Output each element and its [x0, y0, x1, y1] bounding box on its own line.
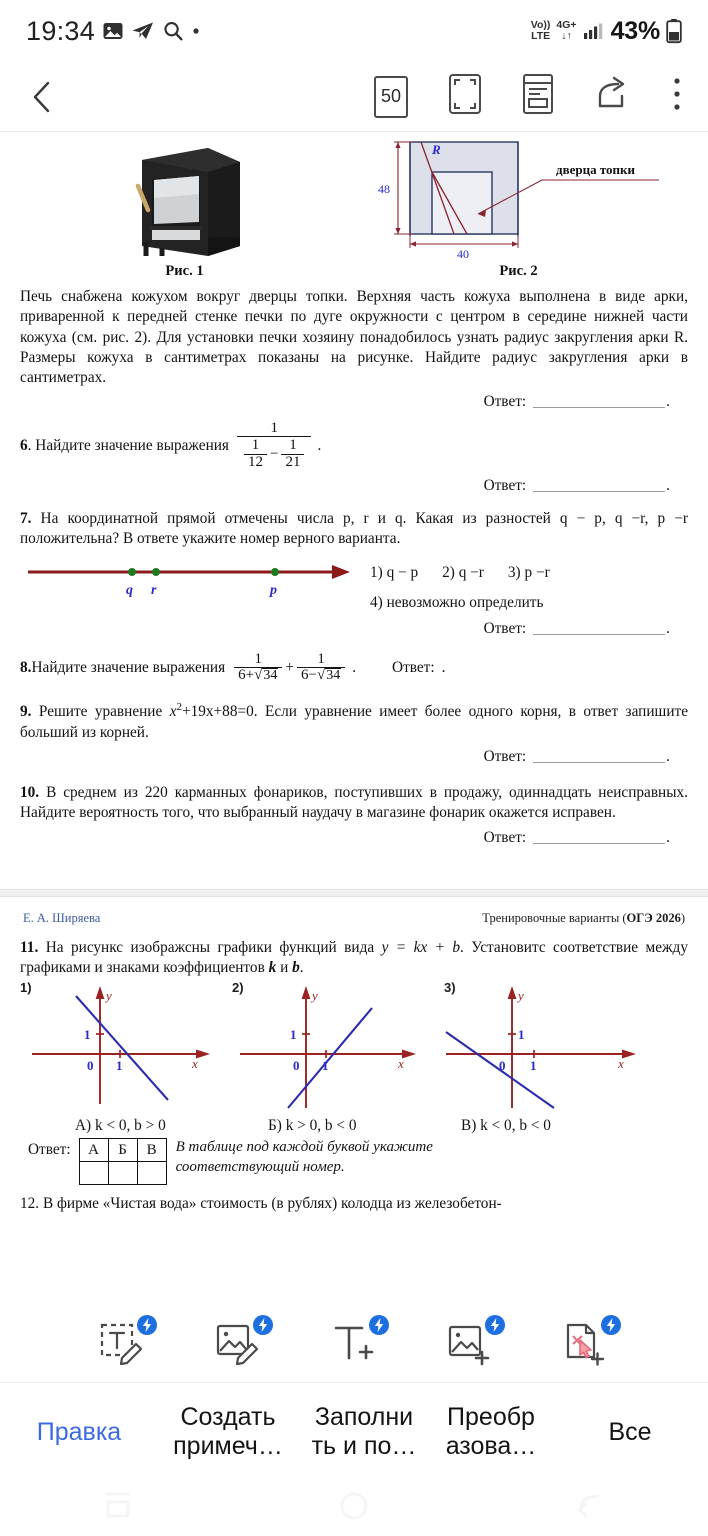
running-head-title — [482, 911, 685, 926]
ai-spark-badge — [484, 1314, 506, 1336]
task-11-text-a: На рисункс изображсны графики функций вида — [38, 938, 382, 956]
dot-icon — [191, 20, 201, 42]
data-transfer-arrows: ↓↑ — [561, 30, 572, 42]
answer-label: Ответ: — [483, 619, 527, 637]
radical-sign: √ — [254, 667, 263, 684]
task-11-text-b: . Установитс соответствие между графиками и знаками коэффициентов — [20, 938, 688, 976]
task-9-number: 9. — [20, 703, 32, 721]
task-6-period: . — [317, 436, 322, 454]
svg-text:x: x — [618, 1056, 624, 1072]
svg-text:1: 1 — [84, 1027, 91, 1043]
svg-text:0: 0 — [293, 1058, 300, 1074]
more-vertical-icon[interactable] — [672, 74, 682, 119]
radical-sign: √ — [316, 667, 326, 684]
figure-1 — [20, 138, 349, 280]
task-7-answer-line — [20, 620, 688, 638]
fill-line-1: Заполни — [314, 1403, 414, 1431]
task-9-text-b: . Если уравнение имеет более одного корня, в ответ запишите больший из корней. — [20, 703, 688, 741]
task-7-choice-3[interactable]: 3) p −r — [507, 563, 550, 581]
task-6-numerator: 1 — [270, 419, 278, 436]
status-clock: 19:34 — [26, 15, 96, 46]
f1-num: 1 — [254, 650, 262, 667]
running-head — [20, 897, 688, 926]
network-generation: 4G+ — [556, 19, 577, 32]
task-11-formula: y = kx + b — [381, 938, 460, 956]
ai-spark-badge — [252, 1314, 274, 1336]
abv-header-a: А — [79, 1139, 108, 1162]
stove-photo — [100, 138, 270, 260]
svg-text:p: p — [270, 582, 277, 598]
answer-period: . — [666, 392, 670, 410]
figures-row — [20, 132, 688, 280]
ai-tools-bar — [0, 1305, 708, 1383]
telegram-icon — [131, 20, 155, 42]
graph-1 — [20, 982, 232, 1115]
recents-icon[interactable] — [96, 1488, 140, 1529]
svg-text:y: y — [518, 988, 524, 1004]
abv-answer-v[interactable] — [137, 1162, 166, 1185]
den-b-den: 21 — [281, 454, 304, 471]
answer-blank[interactable] — [533, 620, 665, 635]
task-7-choice-2[interactable]: 2) q −r — [442, 563, 484, 581]
task-6-text: . Найдите значение выражения — [27, 436, 229, 454]
task-6 — [20, 421, 688, 471]
answer-label: Ответ: — [28, 1141, 71, 1159]
volte-bottom: LTE — [531, 30, 551, 42]
image-edit-icon[interactable] — [212, 1318, 264, 1370]
reader-view-icon[interactable] — [522, 73, 554, 120]
back-button[interactable] — [0, 80, 90, 114]
svg-text:1: 1 — [116, 1058, 123, 1074]
f2-num: 1 — [317, 650, 325, 667]
abv-answer-a[interactable] — [79, 1162, 108, 1185]
svg-text:x: x — [192, 1056, 198, 1072]
task-7-text — [20, 509, 688, 550]
task-7-choice-4[interactable]: 4) невозможно определить — [370, 593, 544, 611]
task-6-number: 6 — [20, 436, 28, 454]
den-a-den: 12 — [244, 454, 267, 471]
task-6-answer-line — [20, 477, 688, 495]
svg-text:дверца топки: дверца топки — [555, 162, 635, 177]
abv-answer-b[interactable] — [108, 1162, 137, 1185]
status-bar — [0, 0, 708, 62]
text-select-edit-icon[interactable] — [96, 1318, 148, 1370]
task-9-eq-base: x — [169, 703, 177, 721]
svg-text:R: R — [431, 142, 441, 157]
document-viewer[interactable] — [0, 132, 708, 1305]
number-line-figure — [20, 556, 370, 608]
running-head-plain: Тренировочные варианты ( — [482, 910, 627, 925]
task-9-text — [20, 700, 688, 743]
f2-den — [297, 667, 345, 684]
create-note-line-1: Создать — [180, 1403, 276, 1431]
svg-text:q: q — [126, 582, 133, 598]
graph-3 — [444, 982, 666, 1115]
task-11-note: В таблице под каждой буквой укажите соответствующий номер. — [175, 1139, 433, 1175]
task-10-answer-line — [20, 829, 688, 847]
ai-spark-badge — [368, 1314, 390, 1336]
running-head-bold: ОГЭ 2026 — [626, 910, 681, 925]
f1-den — [234, 667, 282, 684]
svg-text:0: 0 — [499, 1058, 506, 1074]
task-10-text — [20, 783, 688, 824]
add-image-icon[interactable] — [444, 1318, 496, 1370]
task-5-text: Печь снабжена кожухом вокруг дверцы топки. Верхняя часть кожуха выполнена в виде арки, приваренной к передней стенке печки по дуге окружности с центром в середине нижней части кожуха (см. рис. 2). Для установки печки хозяину понадобилось узнать радиус закругления арки R. Размеры кожуха в сантиметрах показаны на рисунке. Найдите радиус закругления арки в сантиметрах. — [20, 288, 688, 387]
task-9-text-a: Решите уравнение — [31, 703, 170, 721]
f1-den-prefix: 6+ — [238, 667, 255, 684]
abv-header-v: В — [137, 1139, 166, 1162]
add-text-icon[interactable] — [328, 1318, 380, 1370]
task-7-body: На координатной прямой отмечены числа p, r и q. Какая из разностей q − p, q −r, p −r положительна? В ответе укажите номер верного варианта. — [20, 509, 688, 548]
status-bar-right — [531, 17, 682, 46]
answer-label: Ответ: — [483, 392, 527, 410]
status-bar-left — [26, 16, 201, 47]
abv-header-b: Б — [108, 1139, 137, 1162]
task-11-answer-grid — [20, 1138, 688, 1185]
task-7-choices — [370, 556, 688, 612]
svg-text:1: 1 — [290, 1027, 297, 1043]
svg-text:y: y — [312, 988, 318, 1004]
task-6-fraction — [237, 421, 311, 471]
option-v[interactable]: В) k < 0, b < 0 — [461, 1117, 551, 1135]
convert-button[interactable] — [430, 1403, 552, 1461]
task-11-period: . — [299, 958, 304, 976]
svg-text:0: 0 — [87, 1058, 94, 1074]
create-note-button[interactable] — [158, 1403, 298, 1461]
search-icon — [162, 20, 184, 42]
convert-line-2: азова… — [445, 1432, 537, 1460]
radicand: 34 — [263, 668, 278, 684]
back-icon[interactable] — [568, 1488, 612, 1529]
answer-label: Ответ: — [483, 828, 527, 846]
task-11-graphs — [20, 982, 688, 1115]
task-8-period: . — [352, 658, 357, 676]
fit-screen-icon[interactable] — [448, 73, 482, 120]
answer-blank[interactable] — [533, 829, 665, 844]
task-8-answer-line — [392, 658, 445, 678]
document-page-51 — [0, 897, 708, 1214]
radicand: 34 — [326, 668, 341, 684]
task-9-eq-rest: +19x+88=0 — [181, 703, 254, 721]
task-11-number: 11. — [20, 938, 39, 956]
task-8-plus: + — [285, 658, 294, 676]
running-head-author: Е. А. Ширяева — [23, 910, 101, 925]
home-icon[interactable] — [332, 1488, 376, 1529]
arch-diagram — [374, 136, 664, 260]
volte-top: Vo)) — [530, 19, 551, 32]
task-11-coef-b: b — [292, 958, 300, 976]
task-8-fraction-2 — [297, 652, 345, 685]
table-row-headers — [79, 1139, 166, 1162]
share-icon[interactable] — [594, 74, 632, 119]
svg-text:x: x — [398, 1056, 404, 1072]
answer-period: . — [666, 747, 670, 765]
page-number-button[interactable]: 50 — [374, 76, 408, 118]
svg-text:r: r — [151, 582, 157, 598]
figure-2-caption: Рис. 2 — [499, 263, 538, 279]
answer-blank[interactable] — [533, 393, 665, 408]
task-11-text — [20, 938, 688, 979]
sqrt-34 — [254, 668, 278, 684]
answer-blank[interactable] — [533, 748, 665, 763]
den-b-num: 1 — [289, 437, 297, 454]
task-8-number: 8. — [20, 658, 32, 676]
battery-percent-label: 43% — [610, 16, 660, 45]
volte-indicator — [531, 20, 551, 41]
task-11-options — [20, 1117, 688, 1135]
task-11-coef-k: k — [268, 958, 277, 976]
task-12-partial-text: 12. В фирме «Чистая вода» стоимость (в рублях) колодца из железобетон- — [20, 1195, 502, 1213]
scan-document-icon[interactable] — [560, 1318, 612, 1370]
android-nav-bar — [0, 1480, 708, 1536]
den-a-num: 1 — [251, 437, 260, 454]
sqrt-34 — [317, 668, 341, 684]
answer-label: Ответ: — [483, 476, 527, 494]
graph-1-label: 1) — [20, 980, 32, 996]
task-6-minus: − — [269, 445, 279, 462]
running-head-close: ) — [680, 910, 685, 925]
app-toolbar — [0, 62, 708, 132]
toolbar-actions — [374, 73, 708, 120]
fill-and-sign-button[interactable] — [298, 1403, 430, 1461]
battery-icon — [666, 18, 682, 44]
create-note-line-2: примеч… — [173, 1432, 283, 1460]
answer-period: . — [666, 828, 670, 846]
figure-1-caption: Рис. 1 — [165, 263, 204, 279]
task-7-choice-1[interactable]: 1) q − p — [370, 563, 419, 581]
task-6-den-frac-a — [244, 438, 267, 471]
task-6-den-frac-b — [281, 438, 304, 471]
task-7-number: 7. — [20, 509, 32, 527]
signal-bars-icon — [583, 21, 605, 41]
ai-spark-badge — [136, 1314, 158, 1336]
page-separator — [0, 889, 708, 897]
all-button[interactable]: Все — [608, 1417, 652, 1446]
figure-2 — [349, 136, 688, 280]
task-8 — [20, 652, 688, 685]
task-10-body: В среднем из 220 карманных фонариков, поступивших в продажу, одиннадцать неисправных. Найдите вероятность того, что выбранный наудачу в магазине фонарик окажется исправен. — [20, 783, 688, 822]
option-a[interactable]: А) k < 0, b > 0 — [75, 1117, 166, 1135]
task-9-eq-exp: 2 — [176, 701, 182, 714]
answer-period: . — [666, 476, 670, 494]
svg-text:y: y — [106, 988, 112, 1004]
answer-label: Ответ: — [392, 658, 435, 676]
task-11-and: и — [276, 958, 293, 976]
svg-text:1: 1 — [322, 1058, 329, 1074]
task-10-number: 10. — [20, 783, 40, 801]
graph-2-label: 2) — [232, 980, 244, 996]
task-8-text: Найдите значение выражения — [31, 658, 226, 676]
network-type-indicator — [556, 20, 576, 41]
action-bar — [0, 1384, 708, 1480]
edit-button[interactable]: Правка — [36, 1417, 122, 1446]
page-bottom-whitespace — [20, 847, 688, 889]
task-7-figure-and-choices — [20, 556, 688, 612]
task-6-denominator — [237, 436, 311, 471]
answer-blank[interactable] — [533, 477, 665, 492]
fill-line-2: ть и по… — [311, 1432, 417, 1460]
convert-line-1: Преобр — [447, 1403, 535, 1431]
graph-3-label: 3) — [444, 980, 456, 996]
photo-icon — [102, 20, 124, 42]
f2-den-prefix: 6− — [301, 667, 317, 684]
task-5-answer-line — [20, 393, 688, 411]
svg-text:1: 1 — [518, 1027, 525, 1043]
task-9-answer-line — [20, 748, 688, 766]
svg-text:1: 1 — [530, 1058, 537, 1074]
svg-text:48: 48 — [377, 182, 390, 196]
answer-period: . — [666, 619, 670, 637]
abv-table[interactable] — [79, 1138, 167, 1185]
option-b[interactable]: Б) k > 0, b < 0 — [268, 1117, 357, 1135]
task-7-choices-row-1 — [370, 564, 688, 582]
ai-spark-badge — [600, 1314, 622, 1336]
graph-2 — [232, 982, 444, 1115]
svg-text:40: 40 — [456, 247, 469, 260]
answer-period: . — [441, 658, 446, 676]
table-row-answers — [79, 1162, 166, 1185]
task-8-fraction-1 — [234, 652, 282, 685]
answer-label: Ответ: — [483, 747, 527, 765]
document-page-50 — [0, 132, 708, 889]
